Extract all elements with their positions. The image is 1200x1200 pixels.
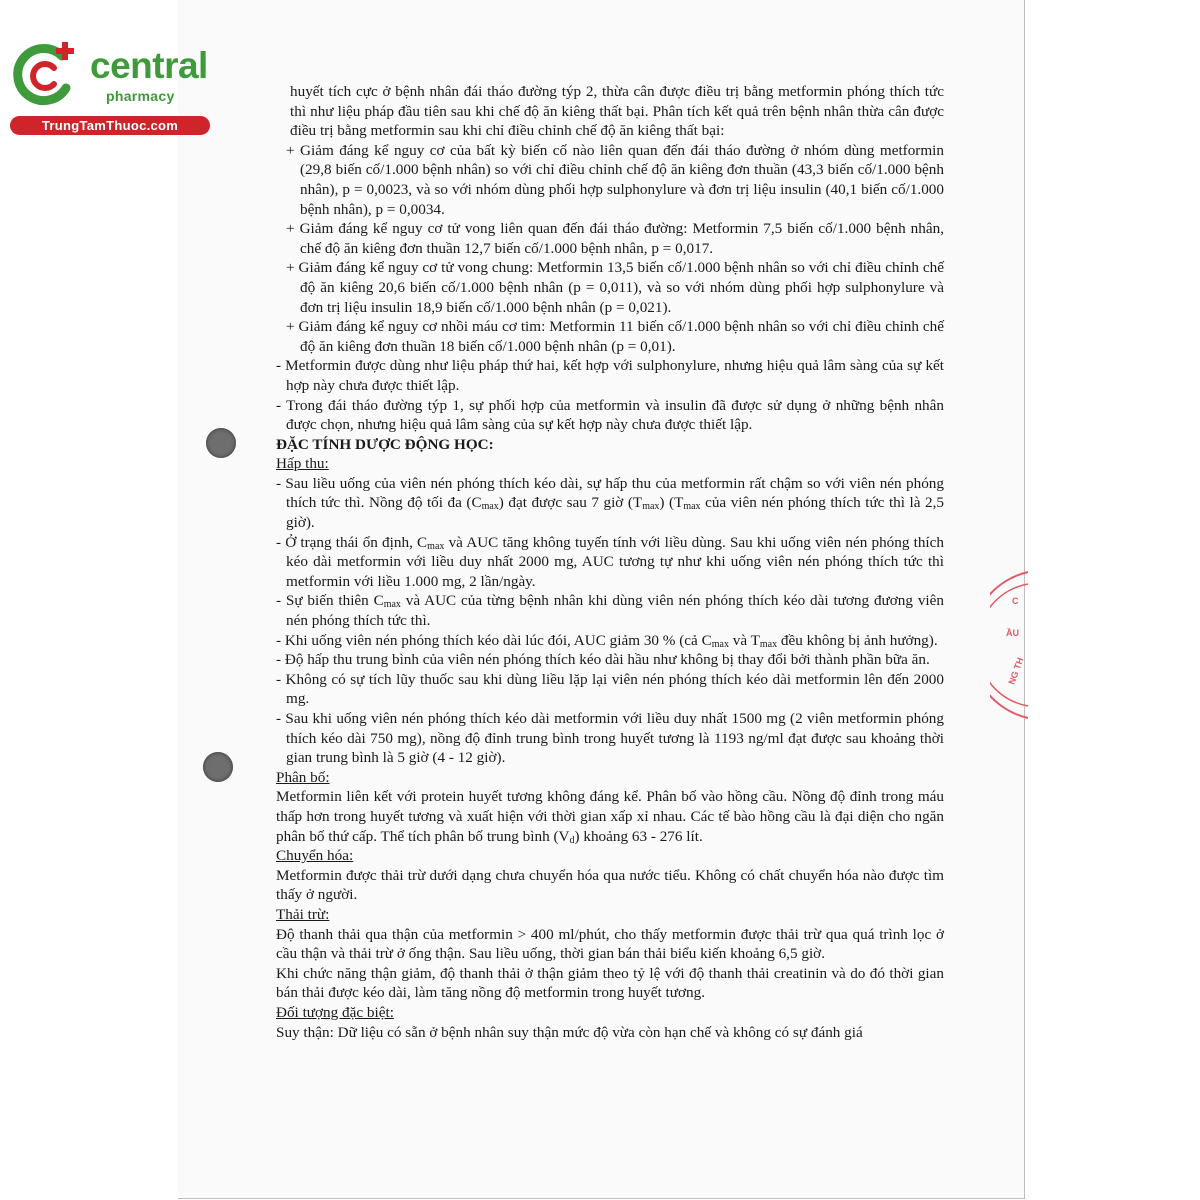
paragraph: Metformin được thải trừ dưới dạng chưa chuyển hóa qua nước tiểu. Không có chất chuyển hóa nào được tìm thấy ở người. <box>276 866 944 904</box>
central-pharmacy-logo[interactable] <box>10 38 220 138</box>
subsection-heading: Phân bố: <box>276 768 330 786</box>
dash-item: - Sau liều uống của viên nén phóng thích kéo dài, sự hấp thu của metformin rất chậm so với viên nén phóng thích tức thì. Nồng độ tối đa $(C_{max})$ đạt được sau 7 giờ $(T_{max})$ ($T_{max}$ của viên nén phóng thích tức thì là 2,5 giờ). <box>276 474 944 532</box>
punch-hole <box>206 428 236 458</box>
stamp-text: C <box>1012 596 1019 606</box>
dash-item: - Sự biến thiên $C_{max}$ và AUC của từng bệnh nhân khi dùng viên nén phóng thích kéo dài tương đương viên nén phóng thích tức thì. <box>276 592 944 630</box>
paragraph: Suy thận: Dữ liệu có sẵn ở bệnh nhân suy thận mức độ vừa còn hạn chế và không có sự đánh giá <box>276 1023 863 1041</box>
stamp-text: ẦU <box>1006 628 1019 638</box>
dash-item: - Không có sự tích lũy thuốc sau khi dùng liều lặp lại viên nén phóng thích kéo dài metformin lên đến 2000 mg. <box>276 670 944 708</box>
subsection-heading: Chuyển hóa: <box>276 847 354 865</box>
dash-item: - Metformin được dùng như liệu pháp thứ hai, kết hợp với sulphonylure, nhưng hiệu quả lâm sàng của sự kết hợp này chưa được thiết lập. <box>276 357 944 394</box>
dash-item: - Khi uống viên nén phóng thích kéo dài lúc đói, AUC giảm 30 % (cả $C_{max}$ và $T_{max}$ đều không bị ảnh hưởng). <box>276 631 938 650</box>
paragraph: huyết tích cực ở bệnh nhân đái tháo đường týp 2, thừa cân được điều trị bằng metformin phóng thích tức thì như liệu pháp đầu tiên sau khi chế độ ăn kiêng thất bại. Phân tích kết quả trên bệnh nhân thừa cân được điều trị bằng metformin sau khi chỉ điều chỉnh chế độ ăn kiêng thất bại: <box>290 83 944 140</box>
dash-item: - Sau khi uống viên nén phóng thích kéo dài metformin với liều duy nhất 1500 mg (2 viên metformin phóng thích kéo dài 750 mg), nồng độ đỉnh trung bình trong huyết tương là 1193 ng/ml đạt được sau khoảng thời gian trung bình là 5 giờ (4 - 12 giờ). <box>276 710 944 767</box>
paragraph: Độ thanh thải qua thận của metformin > 400 ml/phút, cho thấy metformin được thải trừ qua quá trình lọc ở cầu thận và thải trừ ở ống thận. Sau liều uống, thời gian bán thải biểu kiến khoảng 6,5 giờ. <box>276 925 944 963</box>
punch-hole <box>203 752 233 782</box>
section-heading: ĐẶC TÍNH DƯỢC ĐỘNG HỌC: <box>276 435 494 453</box>
bullet-item: + Giảm đáng kể nguy cơ nhồi máu cơ tim: Metformin 11 biến cố/1.000 bệnh nhân so với chỉ điều chỉnh chế độ ăn kiêng đơn thuần 18 biến cố/1.000 bệnh nhân (p = 0,01). <box>286 318 944 355</box>
logo-sub-text: pharmacy <box>106 88 175 104</box>
stamp-text: NG TH <box>1006 656 1026 686</box>
document-text <box>276 82 944 1042</box>
dash-item: - Độ hấp thu trung bình của viên nén phóng thích kéo dài hầu như không bị thay đổi bởi thành phần bữa ăn. <box>276 651 930 669</box>
subsection-heading: Thải trừ: <box>276 905 330 923</box>
logo-brand-text: central <box>90 45 208 86</box>
subsection-heading: Đối tượng đặc biệt: <box>276 1003 394 1021</box>
logo-url-badge[interactable]: TrungTamThuoc.com <box>10 116 210 135</box>
dash-item: - Ở trạng thái ổn định, $C_{max}$ và AUC tăng không tuyến tính với liều dùng. Sau khi uống viên nén phóng thích kéo dài metformin với liều duy nhất 2000 mg, AUC tương tự như khi uống viên nén phóng thích tức thì metformin với liều 1.000 mg, 2 lần/ngày. <box>276 533 944 590</box>
subsection-heading: Hấp thu: <box>276 455 329 473</box>
red-stamp-partial <box>990 570 1030 720</box>
paragraph: Metformin liên kết với protein huyết tương không đáng kể. Phân bố vào hồng cầu. Nồng độ đỉnh trong máu thấp hơn trong huyết tương và xuất hiện với thời gian xấp xỉ nhau. Các tế bào hồng cầu là đại diện cho ngăn phân bố thứ cấp. Thể tích phân bố trung bình $(V_d)$ khoảng 63 - 276 lít. <box>276 788 944 846</box>
dash-item: - Trong đái tháo đường týp 1, sự phối hợp của metformin và insulin đã được sử dụng ở những bệnh nhân được chọn, nhưng hiệu quả lâm sàng của sự kết hợp này chưa được thiết lập. <box>276 396 944 434</box>
central-pharmacy-cross-logo-icon <box>10 38 82 110</box>
bullet-item: + Giảm đáng kể nguy cơ tử vong chung: Metformin 13,5 biến cố/1.000 bệnh nhân so với chỉ điều chỉnh chế độ ăn kiêng 20,6 biến cố/1.000 bệnh nhân (p = 0,011), và so với nhóm dùng phối hợp sulphonylure và đơn trị liệu insulin 18,9 biến cố/1.000 bệnh nhân (p = 0,021). <box>286 259 944 316</box>
bullet-item: + Giảm đáng kể nguy cơ tử vong liên quan đến đái tháo đường: Metformin 7,5 biến cố/1.000 bệnh nhân, chế độ ăn kiêng đơn thuần 12,7 biến cố/1.000 bệnh nhân, p = 0,017. <box>286 220 944 257</box>
bullet-item: + Giảm đáng kể nguy cơ của bất kỳ biến cố nào liên quan đến đái tháo đường ở nhóm dùng metformin (29,8 biến cố/1.000 bệnh nhân) so với chỉ điều chỉnh chế độ ăn kiêng đơn thuần (43,3 biến cố/1.000 bệnh nhân), p = 0,0023, và so với nhóm dùng phối hợp sulphonylure và đơn trị liệu insulin (40,1 biến cố/1.000 bệnh nhân), p = 0,0034. <box>286 141 944 218</box>
paragraph: Khi chức năng thận giảm, độ thanh thải ở thận giảm theo tỷ lệ với độ thanh thải creatinin và do đó thời gian bán thải được kéo dài, làm tăng nồng độ metformin trong huyết tương. <box>276 964 944 1002</box>
